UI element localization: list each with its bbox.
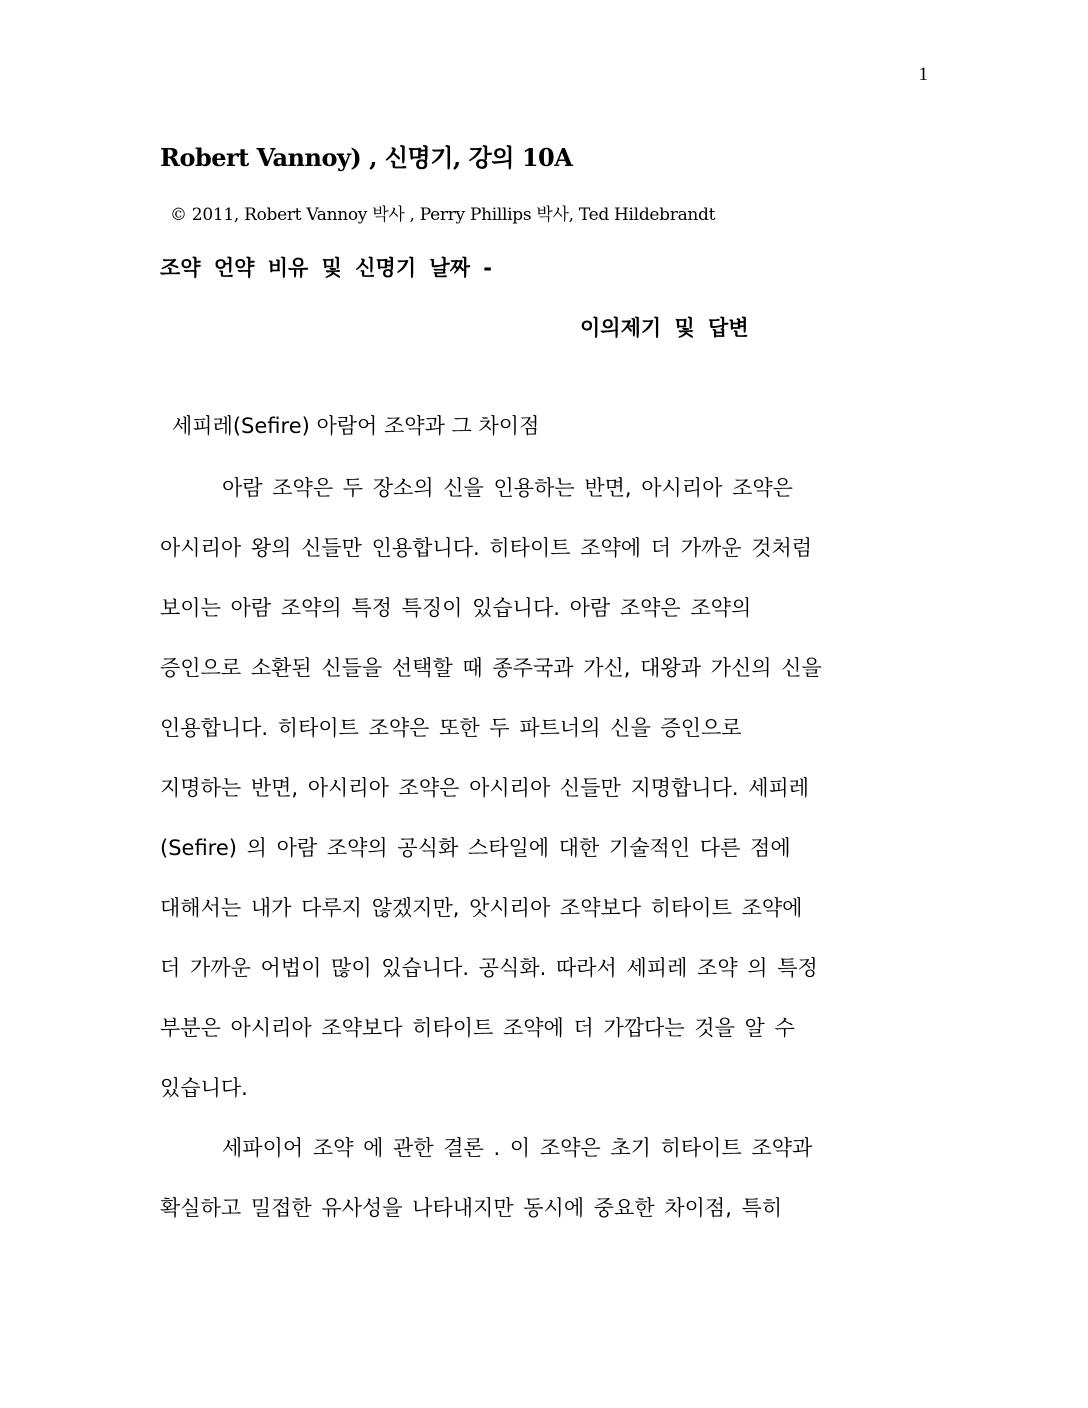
page-number: 1 [918,64,928,85]
body-line: 지명하는 반면, 아시리아 조약은 아시리아 신들만 지명합니다. 세피레 [160,776,810,800]
subtitle-line-1: 조약 언약 비유 및 신명기 날짜 - [160,256,493,280]
body-line: 인용합니다. 히타이트 조약은 또한 두 파트너의 신을 증인으로 [160,716,742,740]
body-line: 아시리아 왕의 신들만 인용합니다. 히타이트 조약에 더 가까운 것처럼 [160,536,813,560]
body-line: (Sefire) 의 아람 조약의 공식화 스타일에 대한 기술적인 다른 점에 [160,836,791,860]
body-line: 대해서는 내가 다루지 않겠지만, 앗시리아 조약보다 히타이트 조약에 [160,896,803,920]
subtitle-line-2: 이의제기 및 답변 [580,316,749,340]
body-line: 보이는 아람 조약의 특정 특징이 있습니다. 아람 조약은 조약의 [160,596,752,620]
body-line: 있습니다. [160,1076,248,1100]
document-title: Robert Vannoy) , 신명기, 강의 10A [160,143,573,172]
body-line: 부분은 아시리아 조약보다 히타이트 조약에 더 가깝다는 것을 알 수 [160,1016,795,1040]
body-line: 아람 조약은 두 장소의 신을 인용하는 반면, 아시리아 조약은 [222,476,793,500]
section-heading: 세피레(Sefire) 아람어 조약과 그 차이점 [172,414,540,438]
body-line: 확실하고 밀접한 유사성을 나타내지만 동시에 중요한 차이점, 특히 [160,1196,783,1220]
body-line: 더 가까운 어법이 많이 있습니다. 공식화. 따라서 세피레 조약 의 특정 [160,956,818,980]
body-line: 세파이어 조약 에 관한 결론 . 이 조약은 초기 히타이트 조약과 [222,1136,813,1160]
body-line: 증인으로 소환된 신들을 선택할 때 종주국과 가신, 대왕과 가신의 신을 [160,656,822,680]
copyright-line: © 2011, Robert Vannoy 박사 , Perry Phillips 박사, Ted Hildebrandt [170,205,716,225]
